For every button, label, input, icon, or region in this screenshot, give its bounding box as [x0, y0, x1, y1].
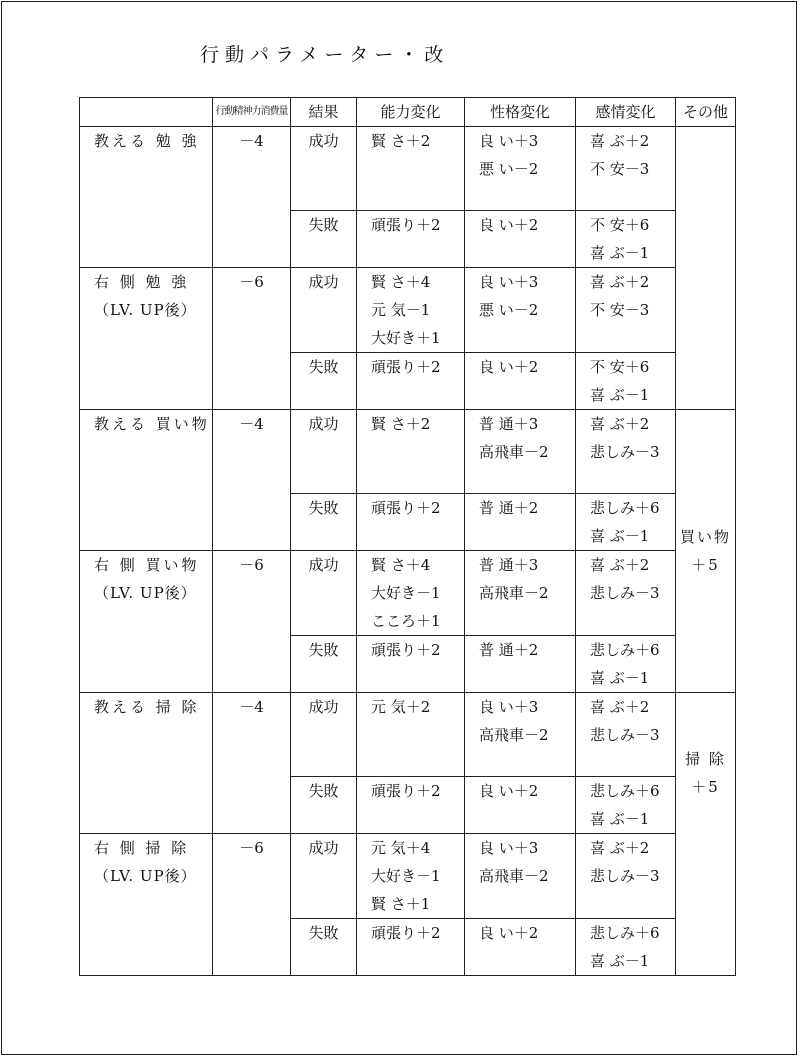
emotion-change: 喜 ぶ＋2 不 安－3	[576, 268, 676, 353]
header-result: 結果	[291, 98, 357, 127]
other-cell	[676, 693, 736, 976]
other-label: 掃 除	[685, 750, 726, 768]
result-failure: 失敗	[291, 636, 357, 693]
personality-change: 普 通＋3 高飛車－2	[465, 410, 576, 494]
personality-change: 良 い＋3 悪 い－2	[465, 127, 576, 211]
other-cell	[676, 410, 736, 693]
header-action	[80, 98, 213, 127]
header-other: その他	[676, 98, 736, 127]
result-success: 成功	[291, 693, 357, 777]
table-row	[80, 693, 736, 777]
personality-change: 良 い＋2	[465, 353, 576, 410]
ability-change: 賢 さ＋4 大好き－1 こころ＋1	[357, 551, 465, 636]
result-success: 成功	[291, 834, 357, 919]
ability-change: 頑張り＋2	[357, 919, 465, 976]
action-name: 教える 買い物	[80, 410, 213, 551]
ability-change: 元 気＋4 大好き－1 賢 さ＋1	[357, 834, 465, 919]
emotion-change: 喜 ぶ＋2 悲しみ－3	[576, 410, 676, 494]
personality-change: 普 通＋2	[465, 636, 576, 693]
ability-change: 元 気＋2	[357, 693, 465, 777]
emotion-change: 不 安＋6 喜 ぶ－1	[576, 353, 676, 410]
other-value: ＋5	[691, 778, 720, 796]
personality-change: 普 通＋2	[465, 494, 576, 551]
action-cost: －6	[213, 834, 291, 976]
table-row	[80, 127, 736, 211]
emotion-change: 喜 ぶ＋2 悲しみ－3	[576, 693, 676, 777]
header-emotion: 感情変化	[576, 98, 676, 127]
result-success: 成功	[291, 127, 357, 211]
emotion-change: 喜 ぶ＋2 悲しみ－3	[576, 551, 676, 636]
other-label: 買い物	[679, 528, 731, 546]
ability-change: 頑張り＋2	[357, 353, 465, 410]
other-empty	[676, 127, 736, 410]
result-success: 成功	[291, 410, 357, 494]
personality-change: 良 い＋2	[465, 919, 576, 976]
emotion-change: 悲しみ＋6 喜 ぶ－1	[576, 777, 676, 834]
action-cost: －6	[213, 551, 291, 693]
ability-change: 頑張り＋2	[357, 777, 465, 834]
result-failure: 失敗	[291, 777, 357, 834]
action-name: 教える 勉 強	[80, 127, 213, 268]
emotion-change: 喜 ぶ＋2 不 安－3	[576, 127, 676, 211]
emotion-change: 悲しみ＋6 喜 ぶ－1	[576, 494, 676, 551]
action-cost: －4	[213, 127, 291, 268]
emotion-change: 悲しみ＋6 喜 ぶ－1	[576, 636, 676, 693]
header-personality: 性格変化	[465, 98, 576, 127]
personality-change: 良 い＋3 高飛車－2	[465, 693, 576, 777]
ability-change: 頑張り＋2	[357, 211, 465, 268]
ability-change: 頑張り＋2	[357, 494, 465, 551]
ability-change: 賢 さ＋4 元 気－1 大好き＋1	[357, 268, 465, 353]
parameter-table	[79, 97, 736, 976]
emotion-change: 喜 ぶ＋2 悲しみ－3	[576, 834, 676, 919]
page-title: 行動パラメーター・改	[200, 44, 450, 66]
ability-change: 頑張り＋2	[357, 636, 465, 693]
header-cost: 行動精神力消費量	[213, 98, 291, 127]
action-cost: －6	[213, 268, 291, 410]
emotion-change: 悲しみ＋6 喜 ぶ－1	[576, 919, 676, 976]
ability-change: 賢 さ＋2	[357, 410, 465, 494]
header-row	[80, 98, 736, 127]
other-value: ＋5	[691, 556, 720, 574]
result-success: 成功	[291, 551, 357, 636]
table-row	[80, 551, 736, 636]
result-failure: 失敗	[291, 211, 357, 268]
table-row	[80, 834, 736, 919]
result-failure: 失敗	[291, 353, 357, 410]
action-name: 教える 掃 除	[80, 693, 213, 834]
result-failure: 失敗	[291, 919, 357, 976]
action-name: 右 側 買い物 （LV. UP後）	[80, 551, 213, 693]
ability-change: 賢 さ＋2	[357, 127, 465, 211]
personality-change: 普 通＋3 高飛車－2	[465, 551, 576, 636]
emotion-change: 不 安＋6 喜 ぶ－1	[576, 211, 676, 268]
personality-change: 良 い＋3 高飛車－2	[465, 834, 576, 919]
result-failure: 失敗	[291, 494, 357, 551]
personality-change: 良 い＋3 悪 い－2	[465, 268, 576, 353]
action-cost: －4	[213, 693, 291, 834]
header-ability: 能力変化	[357, 98, 465, 127]
action-name: 右 側 掃 除 （LV. UP後）	[80, 834, 213, 976]
table-row	[80, 410, 736, 494]
table-row	[80, 268, 736, 353]
action-cost: －4	[213, 410, 291, 551]
personality-change: 良 い＋2	[465, 777, 576, 834]
action-name: 右 側 勉 強 （LV. UP後）	[80, 268, 213, 410]
personality-change: 良 い＋2	[465, 211, 576, 268]
result-success: 成功	[291, 268, 357, 353]
